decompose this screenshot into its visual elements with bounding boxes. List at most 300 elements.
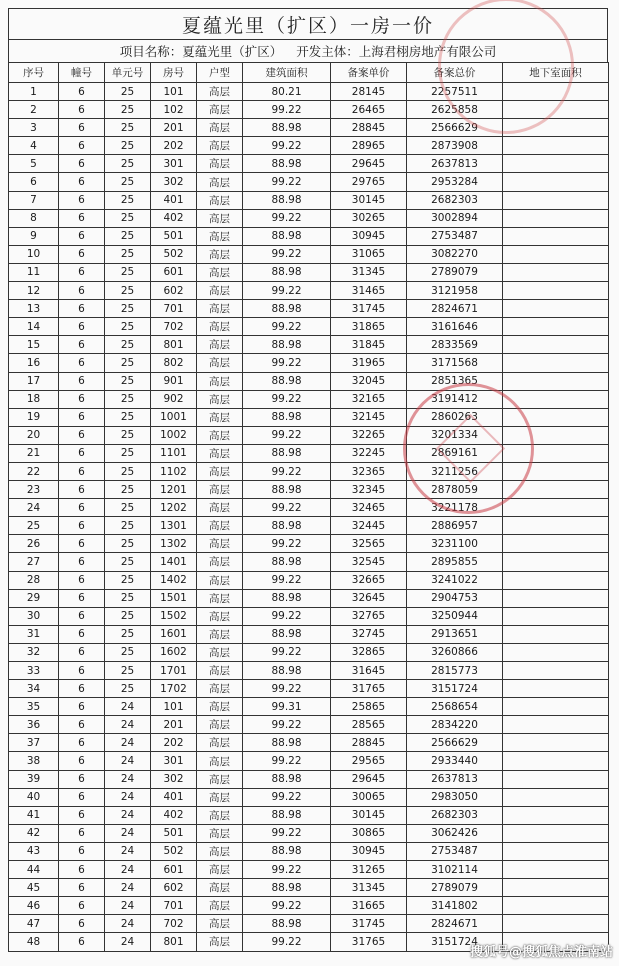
cell-area: 88.98 — [243, 444, 331, 462]
cell-room: 501 — [151, 824, 197, 842]
cell-room: 1201 — [151, 481, 197, 499]
cell-basement-area — [503, 390, 609, 408]
cell-area: 88.98 — [243, 372, 331, 390]
cell-unit: 25 — [105, 462, 151, 480]
cell-total-price: 2789079 — [407, 263, 503, 281]
cell-room: 1501 — [151, 589, 197, 607]
cell-unit: 24 — [105, 824, 151, 842]
cell-type: 高层 — [197, 137, 243, 155]
cell-basement-area — [503, 517, 609, 535]
table-row — [9, 589, 609, 607]
cell-unit-price: 29645 — [331, 155, 407, 173]
cell-total-price: 3241022 — [407, 571, 503, 589]
cell-building: 6 — [59, 589, 105, 607]
cell-index: 35 — [9, 698, 59, 716]
cell-total-price: 2824671 — [407, 300, 503, 318]
cell-unit-price: 31265 — [331, 861, 407, 879]
cell-unit-price: 32645 — [331, 589, 407, 607]
cell-unit-price: 28565 — [331, 716, 407, 734]
cell-basement-area — [503, 209, 609, 227]
cell-unit-price: 32545 — [331, 553, 407, 571]
cell-basement-area — [503, 788, 609, 806]
table-body — [9, 83, 609, 952]
cell-building: 6 — [59, 481, 105, 499]
cell-area: 88.98 — [243, 191, 331, 209]
cell-unit: 25 — [105, 607, 151, 625]
cell-room: 1202 — [151, 499, 197, 517]
cell-type: 高层 — [197, 861, 243, 879]
table-row — [9, 119, 609, 137]
cell-room: 1402 — [151, 571, 197, 589]
cell-building: 6 — [59, 788, 105, 806]
cell-unit: 25 — [105, 643, 151, 661]
cell-room: 1001 — [151, 408, 197, 426]
cell-area: 88.98 — [243, 662, 331, 680]
cell-basement-area — [503, 499, 609, 517]
cell-room: 801 — [151, 933, 197, 951]
cell-room: 201 — [151, 119, 197, 137]
cell-basement-area — [503, 101, 609, 119]
cell-room: 401 — [151, 191, 197, 209]
cell-type: 高层 — [197, 83, 243, 101]
cell-room: 301 — [151, 752, 197, 770]
cell-total-price: 2682303 — [407, 191, 503, 209]
cell-room: 502 — [151, 245, 197, 263]
cell-unit: 24 — [105, 933, 151, 951]
cell-unit: 25 — [105, 101, 151, 119]
cell-unit: 25 — [105, 83, 151, 101]
document-title: 夏蕴光里（扩区）一房一价 — [8, 8, 608, 39]
cell-building: 6 — [59, 680, 105, 698]
cell-basement-area — [503, 83, 609, 101]
cell-total-price: 2860263 — [407, 408, 503, 426]
cell-index: 9 — [9, 227, 59, 245]
cell-building: 6 — [59, 209, 105, 227]
cell-unit-price: 31665 — [331, 897, 407, 915]
cell-unit-price: 32445 — [331, 517, 407, 535]
cell-area: 88.98 — [243, 263, 331, 281]
cell-building: 6 — [59, 444, 105, 462]
cell-index: 10 — [9, 245, 59, 263]
cell-index: 17 — [9, 372, 59, 390]
cell-index: 45 — [9, 879, 59, 897]
cell-room: 1701 — [151, 662, 197, 680]
cell-room: 1702 — [151, 680, 197, 698]
cell-area: 88.98 — [243, 734, 331, 752]
cell-area: 88.98 — [243, 481, 331, 499]
cell-total-price: 3002894 — [407, 209, 503, 227]
cell-index: 18 — [9, 390, 59, 408]
cell-type: 高层 — [197, 879, 243, 897]
cell-type: 高层 — [197, 155, 243, 173]
table-row — [9, 625, 609, 643]
cell-total-price: 3250944 — [407, 607, 503, 625]
cell-type: 高层 — [197, 915, 243, 933]
cell-room: 501 — [151, 227, 197, 245]
cell-building: 6 — [59, 770, 105, 788]
cell-room: 1401 — [151, 553, 197, 571]
cell-type: 高层 — [197, 662, 243, 680]
cell-unit-price: 31845 — [331, 336, 407, 354]
cell-unit: 24 — [105, 716, 151, 734]
cell-total-price: 3231100 — [407, 535, 503, 553]
cell-unit: 25 — [105, 625, 151, 643]
header-index: 序号 — [9, 63, 59, 83]
cell-building: 6 — [59, 318, 105, 336]
cell-room: 702 — [151, 915, 197, 933]
cell-total-price: 2682303 — [407, 806, 503, 824]
table-row — [9, 517, 609, 535]
watermark: 搜狐号@搜狐焦点淮南站 — [469, 945, 613, 960]
cell-building: 6 — [59, 101, 105, 119]
cell-unit: 25 — [105, 191, 151, 209]
cell-area: 88.98 — [243, 879, 331, 897]
cell-building: 6 — [59, 535, 105, 553]
cell-building: 6 — [59, 897, 105, 915]
cell-room: 401 — [151, 788, 197, 806]
cell-index: 11 — [9, 263, 59, 281]
cell-area: 99.22 — [243, 173, 331, 191]
cell-unit: 25 — [105, 680, 151, 698]
cell-total-price: 2637813 — [407, 155, 503, 173]
cell-type: 高层 — [197, 770, 243, 788]
cell-index: 40 — [9, 788, 59, 806]
cell-building: 6 — [59, 879, 105, 897]
price-table — [8, 62, 609, 952]
cell-basement-area — [503, 462, 609, 480]
cell-room: 602 — [151, 879, 197, 897]
cell-total-price: 2933440 — [407, 752, 503, 770]
cell-unit: 24 — [105, 770, 151, 788]
header-room: 房号 — [151, 63, 197, 83]
cell-area: 99.22 — [243, 680, 331, 698]
table-row — [9, 390, 609, 408]
price-sheet — [8, 8, 608, 952]
cell-index: 3 — [9, 119, 59, 137]
cell-type: 高层 — [197, 788, 243, 806]
cell-index: 42 — [9, 824, 59, 842]
cell-unit-price: 32165 — [331, 390, 407, 408]
table-row — [9, 282, 609, 300]
cell-index: 32 — [9, 643, 59, 661]
cell-building: 6 — [59, 227, 105, 245]
cell-type: 高层 — [197, 571, 243, 589]
cell-type: 高层 — [197, 481, 243, 499]
cell-area: 88.98 — [243, 300, 331, 318]
cell-index: 36 — [9, 716, 59, 734]
table-row — [9, 227, 609, 245]
cell-unit: 25 — [105, 390, 151, 408]
cell-total-price: 3260866 — [407, 643, 503, 661]
cell-area: 99.22 — [243, 390, 331, 408]
table-row — [9, 300, 609, 318]
cell-room: 201 — [151, 716, 197, 734]
cell-building: 6 — [59, 933, 105, 951]
table-row — [9, 915, 609, 933]
cell-room: 1302 — [151, 535, 197, 553]
cell-type: 高层 — [197, 336, 243, 354]
cell-building: 6 — [59, 263, 105, 281]
cell-type: 高层 — [197, 933, 243, 951]
cell-total-price: 2815773 — [407, 662, 503, 680]
table-row — [9, 752, 609, 770]
cell-basement-area — [503, 861, 609, 879]
header-total-price: 备案总价 — [407, 63, 503, 83]
cell-type: 高层 — [197, 282, 243, 300]
cell-index: 14 — [9, 318, 59, 336]
cell-index: 15 — [9, 336, 59, 354]
cell-index: 41 — [9, 806, 59, 824]
cell-type: 高层 — [197, 842, 243, 860]
cell-index: 16 — [9, 354, 59, 372]
cell-building: 6 — [59, 354, 105, 372]
cell-total-price: 2913651 — [407, 625, 503, 643]
cell-unit-price: 29565 — [331, 752, 407, 770]
cell-total-price: 2566629 — [407, 734, 503, 752]
table-row — [9, 499, 609, 517]
cell-basement-area — [503, 535, 609, 553]
cell-area: 99.22 — [243, 788, 331, 806]
cell-index: 8 — [9, 209, 59, 227]
cell-unit-price: 32245 — [331, 444, 407, 462]
cell-type: 高层 — [197, 354, 243, 372]
cell-basement-area — [503, 824, 609, 842]
cell-unit: 25 — [105, 662, 151, 680]
cell-building: 6 — [59, 752, 105, 770]
cell-area: 88.98 — [243, 336, 331, 354]
cell-area: 80.21 — [243, 83, 331, 101]
table-row — [9, 770, 609, 788]
cell-unit: 25 — [105, 535, 151, 553]
cell-building: 6 — [59, 119, 105, 137]
cell-unit: 25 — [105, 481, 151, 499]
cell-building: 6 — [59, 824, 105, 842]
cell-unit-price: 30945 — [331, 842, 407, 860]
cell-type: 高层 — [197, 191, 243, 209]
cell-index: 27 — [9, 553, 59, 571]
cell-unit: 25 — [105, 408, 151, 426]
cell-total-price: 3121958 — [407, 282, 503, 300]
cell-room: 302 — [151, 770, 197, 788]
cell-area: 99.22 — [243, 571, 331, 589]
cell-total-price: 2753487 — [407, 227, 503, 245]
cell-type: 高层 — [197, 499, 243, 517]
cell-unit-price: 29645 — [331, 770, 407, 788]
cell-building: 6 — [59, 625, 105, 643]
cell-unit-price: 26465 — [331, 101, 407, 119]
cell-unit: 25 — [105, 318, 151, 336]
table-row — [9, 444, 609, 462]
cell-area: 99.22 — [243, 318, 331, 336]
cell-total-price: 3221178 — [407, 499, 503, 517]
cell-room: 1301 — [151, 517, 197, 535]
cell-unit: 25 — [105, 499, 151, 517]
cell-unit: 25 — [105, 155, 151, 173]
cell-room: 701 — [151, 300, 197, 318]
cell-type: 高层 — [197, 680, 243, 698]
cell-unit: 24 — [105, 897, 151, 915]
cell-area: 99.22 — [243, 101, 331, 119]
table-row — [9, 879, 609, 897]
header-area: 建筑面积 — [243, 63, 331, 83]
table-row — [9, 788, 609, 806]
cell-total-price: 2869161 — [407, 444, 503, 462]
developer-name: 开发主体：上海君栩房地产有限公司 — [296, 44, 497, 59]
cell-unit: 25 — [105, 227, 151, 245]
cell-index: 21 — [9, 444, 59, 462]
cell-room: 502 — [151, 842, 197, 860]
cell-area: 99.22 — [243, 282, 331, 300]
cell-unit-price: 32145 — [331, 408, 407, 426]
cell-total-price: 2983050 — [407, 788, 503, 806]
header-basement-area: 地下室面积 — [503, 63, 609, 83]
cell-unit-price: 25865 — [331, 698, 407, 716]
cell-total-price: 2886957 — [407, 517, 503, 535]
table-row — [9, 101, 609, 119]
cell-total-price: 2873908 — [407, 137, 503, 155]
cell-room: 601 — [151, 861, 197, 879]
header-type: 户型 — [197, 63, 243, 83]
cell-type: 高层 — [197, 462, 243, 480]
cell-total-price: 2895855 — [407, 553, 503, 571]
table-row — [9, 462, 609, 480]
cell-building: 6 — [59, 173, 105, 191]
cell-type: 高层 — [197, 408, 243, 426]
cell-type: 高层 — [197, 119, 243, 137]
cell-unit: 24 — [105, 879, 151, 897]
cell-room: 101 — [151, 83, 197, 101]
cell-basement-area — [503, 770, 609, 788]
cell-unit: 24 — [105, 788, 151, 806]
table-row — [9, 173, 609, 191]
cell-area: 88.98 — [243, 842, 331, 860]
cell-total-price: 2878059 — [407, 481, 503, 499]
cell-room: 701 — [151, 897, 197, 915]
cell-type: 高层 — [197, 716, 243, 734]
cell-basement-area — [503, 336, 609, 354]
cell-unit-price: 30865 — [331, 824, 407, 842]
cell-area: 99.22 — [243, 824, 331, 842]
table-row — [9, 643, 609, 661]
table-row — [9, 372, 609, 390]
cell-building: 6 — [59, 191, 105, 209]
cell-total-price: 3191412 — [407, 390, 503, 408]
cell-basement-area — [503, 263, 609, 281]
cell-room: 802 — [151, 354, 197, 372]
cell-unit: 24 — [105, 806, 151, 824]
cell-area: 99.22 — [243, 752, 331, 770]
cell-type: 高层 — [197, 372, 243, 390]
cell-basement-area — [503, 300, 609, 318]
cell-unit: 25 — [105, 372, 151, 390]
table-row — [9, 806, 609, 824]
cell-index: 44 — [9, 861, 59, 879]
cell-total-price: 2953284 — [407, 173, 503, 191]
cell-unit-price: 30945 — [331, 227, 407, 245]
cell-basement-area — [503, 897, 609, 915]
cell-unit-price: 32265 — [331, 426, 407, 444]
cell-building: 6 — [59, 462, 105, 480]
table-row — [9, 734, 609, 752]
cell-building: 6 — [59, 390, 105, 408]
cell-area: 99.22 — [243, 933, 331, 951]
table-row — [9, 426, 609, 444]
cell-type: 高层 — [197, 553, 243, 571]
table-row — [9, 83, 609, 101]
table-row — [9, 680, 609, 698]
cell-total-price: 3151724 — [407, 680, 503, 698]
cell-building: 6 — [59, 842, 105, 860]
cell-room: 1002 — [151, 426, 197, 444]
cell-index: 25 — [9, 517, 59, 535]
cell-unit-price: 32365 — [331, 462, 407, 480]
cell-type: 高层 — [197, 806, 243, 824]
cell-area: 88.98 — [243, 119, 331, 137]
cell-basement-area — [503, 752, 609, 770]
cell-index: 29 — [9, 589, 59, 607]
cell-type: 高层 — [197, 209, 243, 227]
cell-type: 高层 — [197, 589, 243, 607]
table-row — [9, 336, 609, 354]
cell-room: 302 — [151, 173, 197, 191]
cell-index: 31 — [9, 625, 59, 643]
cell-unit: 24 — [105, 698, 151, 716]
cell-type: 高层 — [197, 824, 243, 842]
table-row — [9, 137, 609, 155]
cell-area: 99.22 — [243, 861, 331, 879]
cell-basement-area — [503, 915, 609, 933]
table-row — [9, 607, 609, 625]
cell-area: 99.22 — [243, 535, 331, 553]
cell-building: 6 — [59, 734, 105, 752]
cell-building: 6 — [59, 716, 105, 734]
cell-index: 30 — [9, 607, 59, 625]
cell-area: 99.22 — [243, 245, 331, 263]
cell-type: 高层 — [197, 426, 243, 444]
cell-building: 6 — [59, 806, 105, 824]
cell-type: 高层 — [197, 173, 243, 191]
cell-area: 99.22 — [243, 462, 331, 480]
cell-unit: 25 — [105, 444, 151, 462]
cell-room: 902 — [151, 390, 197, 408]
cell-type: 高层 — [197, 517, 243, 535]
cell-unit-price: 32865 — [331, 643, 407, 661]
cell-unit: 25 — [105, 137, 151, 155]
cell-area: 99.22 — [243, 897, 331, 915]
cell-area: 99.22 — [243, 354, 331, 372]
cell-index: 6 — [9, 173, 59, 191]
cell-basement-area — [503, 426, 609, 444]
cell-total-price: 2904753 — [407, 589, 503, 607]
cell-basement-area — [503, 842, 609, 860]
cell-building: 6 — [59, 137, 105, 155]
cell-basement-area — [503, 716, 609, 734]
cell-unit: 24 — [105, 842, 151, 860]
cell-unit: 25 — [105, 173, 151, 191]
cell-basement-area — [503, 227, 609, 245]
cell-area: 88.98 — [243, 155, 331, 173]
cell-building: 6 — [59, 300, 105, 318]
table-row — [9, 481, 609, 499]
cell-area: 88.98 — [243, 915, 331, 933]
cell-total-price: 3171568 — [407, 354, 503, 372]
cell-type: 高层 — [197, 300, 243, 318]
cell-area: 99.22 — [243, 426, 331, 444]
header-unit-price: 备案单价 — [331, 63, 407, 83]
cell-unit-price: 28965 — [331, 137, 407, 155]
cell-room: 101 — [151, 698, 197, 716]
cell-total-price: 3161646 — [407, 318, 503, 336]
